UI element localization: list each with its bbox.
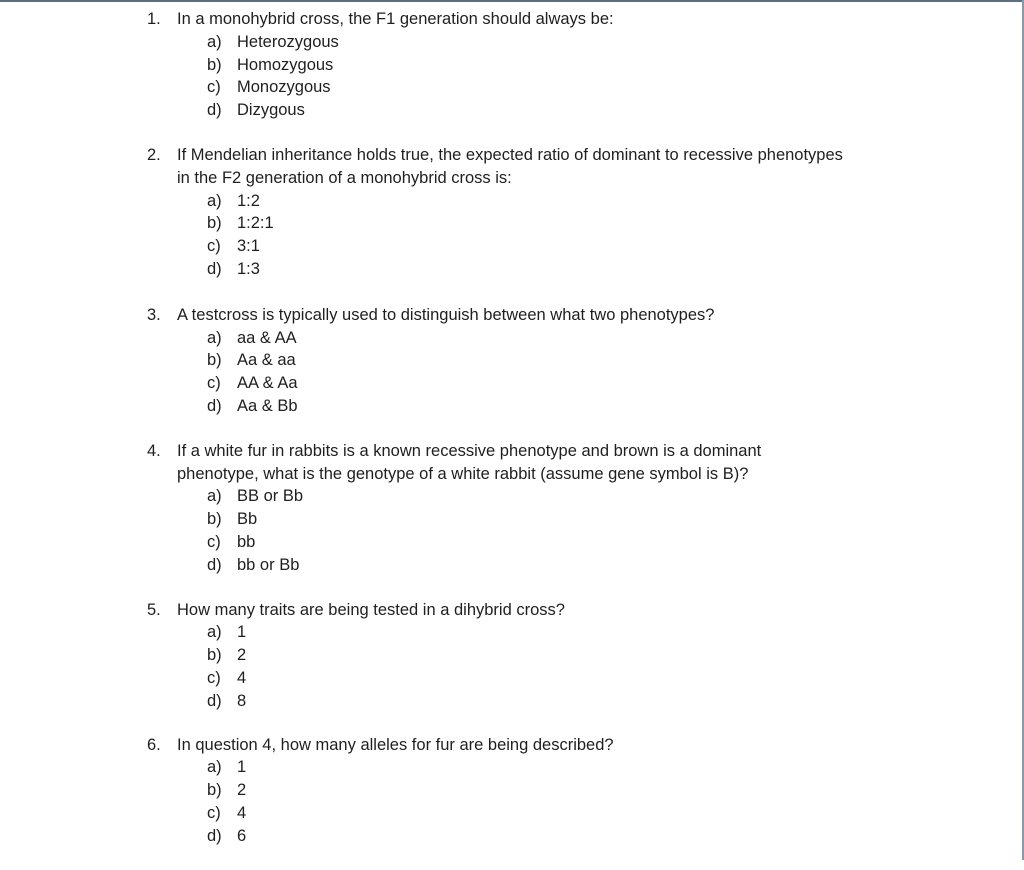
option-text: Monozygous bbox=[237, 78, 331, 97]
answer-option bbox=[207, 485, 847, 508]
option-letter: b) bbox=[207, 781, 222, 800]
option-letter: a) bbox=[207, 487, 222, 506]
option-text: AA & Aa bbox=[237, 374, 298, 393]
option-text: bb bbox=[237, 532, 256, 551]
option-letter: a) bbox=[207, 328, 222, 347]
option-text: 1 bbox=[237, 623, 247, 642]
question-6 bbox=[147, 734, 847, 848]
option-letter: a) bbox=[207, 32, 222, 51]
answer-option bbox=[207, 212, 847, 235]
question-number: 1. bbox=[147, 10, 161, 28]
answer-options bbox=[147, 485, 847, 576]
answer-option bbox=[207, 802, 847, 825]
option-text: 1 bbox=[237, 758, 247, 777]
option-letter: c) bbox=[207, 532, 221, 551]
question-row bbox=[147, 599, 847, 622]
option-text: Bb bbox=[237, 510, 258, 529]
answer-options bbox=[147, 756, 847, 847]
answer-options bbox=[147, 190, 847, 281]
option-letter: c) bbox=[207, 78, 221, 97]
question-1 bbox=[147, 8, 847, 122]
option-letter: b) bbox=[207, 510, 222, 529]
answer-option bbox=[207, 327, 847, 350]
option-letter: a) bbox=[207, 191, 222, 210]
answer-option bbox=[207, 349, 847, 372]
answer-options bbox=[147, 327, 847, 418]
option-letter: c) bbox=[207, 237, 221, 256]
option-text: 1:2 bbox=[237, 191, 260, 210]
option-letter: b) bbox=[207, 214, 222, 233]
answer-option bbox=[207, 508, 847, 531]
option-text: 3:1 bbox=[237, 237, 260, 256]
option-letter: d) bbox=[207, 396, 222, 415]
option-letter: d) bbox=[207, 691, 222, 710]
option-letter: b) bbox=[207, 646, 222, 665]
option-text: Aa & Bb bbox=[237, 396, 298, 415]
option-text: 8 bbox=[237, 691, 247, 710]
option-text: Dizygous bbox=[237, 101, 305, 120]
answer-option bbox=[207, 395, 847, 418]
question-text: In question 4, how many alleles for fur are being described? bbox=[177, 735, 614, 754]
option-letter: c) bbox=[207, 374, 221, 393]
option-text: Heterozygous bbox=[237, 32, 339, 51]
option-text: 6 bbox=[237, 826, 247, 845]
option-text: Aa & aa bbox=[237, 351, 296, 370]
option-text: aa & AA bbox=[237, 328, 297, 347]
option-letter: a) bbox=[207, 623, 222, 642]
question-list bbox=[147, 8, 847, 870]
answer-option bbox=[207, 190, 847, 213]
option-letter: d) bbox=[207, 826, 222, 845]
question-row bbox=[147, 734, 847, 757]
question-5 bbox=[147, 599, 847, 713]
question-text: How many traits are being tested in a dihybrid cross? bbox=[177, 600, 565, 619]
question-number: 4. bbox=[147, 441, 161, 460]
question-number: 2. bbox=[147, 145, 161, 164]
option-text: 2 bbox=[237, 781, 247, 800]
option-letter: b) bbox=[207, 55, 222, 74]
answer-options bbox=[147, 31, 847, 122]
question-row bbox=[147, 304, 847, 327]
answer-option bbox=[207, 235, 847, 258]
option-text: 1:3 bbox=[237, 259, 260, 278]
option-letter: c) bbox=[207, 668, 221, 687]
question-number: 6. bbox=[147, 735, 161, 754]
question-text: If a white fur in rabbits is a known recessive phenotype and brown is a dominant phenotype, what is the genotype of a white rabbit (assume gene symbol is B)? bbox=[177, 441, 762, 483]
option-text: 2 bbox=[237, 646, 247, 665]
option-letter: c) bbox=[207, 803, 221, 822]
answer-option bbox=[207, 667, 847, 690]
question-2 bbox=[147, 144, 847, 281]
option-letter: d) bbox=[207, 555, 222, 574]
option-text: 4 bbox=[237, 668, 247, 687]
option-text: bb or Bb bbox=[237, 555, 300, 574]
page-top-border bbox=[0, 0, 1024, 2]
answer-option bbox=[207, 531, 847, 554]
question-text: In a monohybrid cross, the F1 generation should always be: bbox=[177, 10, 614, 28]
option-text: BB or Bb bbox=[237, 487, 304, 506]
question-number: 3. bbox=[147, 305, 161, 324]
answer-option bbox=[207, 54, 847, 77]
option-letter: d) bbox=[207, 259, 222, 278]
answer-option bbox=[207, 258, 847, 281]
answer-option bbox=[207, 372, 847, 395]
question-text: If Mendelian inheritance holds true, the expected ratio of dominant to recessive phenotypes in the F2 generation of a monohybrid cross is: bbox=[177, 145, 843, 187]
option-letter: b) bbox=[207, 351, 222, 370]
answer-option bbox=[207, 99, 847, 122]
answer-option bbox=[207, 76, 847, 99]
question-row bbox=[147, 440, 847, 486]
question-text: A testcross is typically used to distinguish between what two phenotypes? bbox=[177, 305, 715, 324]
answer-option bbox=[207, 31, 847, 54]
question-4 bbox=[147, 440, 847, 577]
option-text: 4 bbox=[237, 803, 247, 822]
answer-option bbox=[207, 756, 847, 779]
option-letter: d) bbox=[207, 101, 222, 120]
question-number: 5. bbox=[147, 600, 161, 619]
answer-option bbox=[207, 621, 847, 644]
answer-option bbox=[207, 690, 847, 713]
option-text: Homozygous bbox=[237, 55, 334, 74]
option-text: 1:2:1 bbox=[237, 214, 274, 233]
answer-option bbox=[207, 644, 847, 667]
question-3 bbox=[147, 304, 847, 418]
answer-option bbox=[207, 779, 847, 802]
answer-options bbox=[147, 621, 847, 712]
question-row bbox=[147, 144, 847, 190]
answer-option bbox=[207, 825, 847, 848]
option-letter: a) bbox=[207, 758, 222, 777]
question-row bbox=[147, 8, 847, 31]
answer-option bbox=[207, 554, 847, 577]
